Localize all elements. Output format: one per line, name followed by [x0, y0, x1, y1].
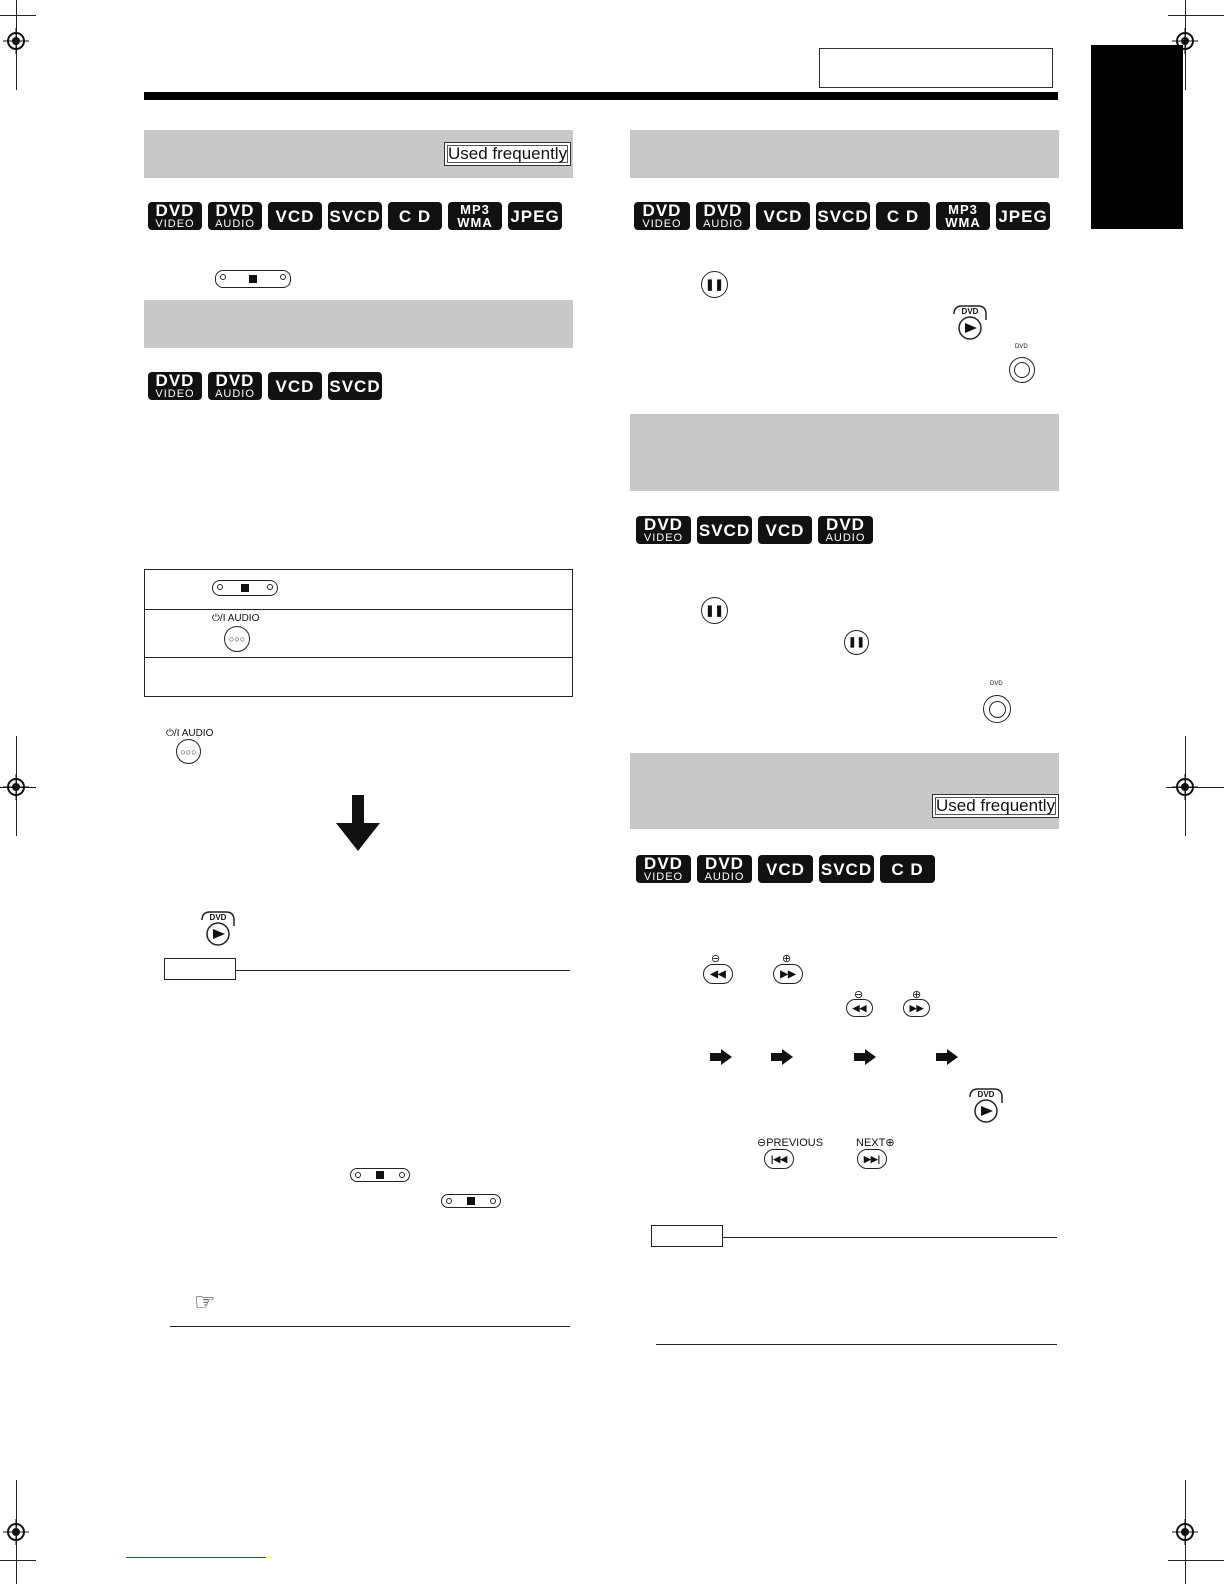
crop-mark [0, 1560, 36, 1561]
badge-dvd-video: DVD VIDEO [148, 202, 202, 230]
used-frequently-label: Used frequently [444, 142, 571, 166]
standby-audio-label: ⏻/I AUDIO [212, 613, 260, 624]
registration-mark-icon [3, 1519, 29, 1545]
dvd-power-button-icon [983, 695, 1011, 723]
section-header-resume [144, 300, 573, 348]
audio-button-icon: ○○○ [176, 739, 201, 764]
previous-button-icon: |◀◀ [764, 1149, 794, 1169]
section-header-frame-advance [630, 414, 1059, 491]
badge-vcd: VCD [758, 516, 812, 544]
badge-mp3-wma: MP3 WMA [936, 202, 990, 230]
badge-svcd: SVCD [697, 516, 752, 544]
registration-mark-icon [1172, 774, 1198, 800]
header-rule [144, 92, 1058, 100]
badge-cd: C D [880, 855, 935, 883]
reference-icon: ☞ [194, 1289, 216, 1316]
down-arrow-icon [336, 795, 380, 851]
disc-badge-row [634, 202, 1050, 230]
disc-badge-row [148, 372, 382, 400]
crop-mark [1168, 15, 1224, 16]
next-label: NEXT⊕ [856, 1137, 895, 1149]
badge-jpeg: JPEG [996, 202, 1050, 230]
note-end-rule [170, 1326, 570, 1327]
stop-button-icon [215, 270, 291, 288]
registration-mark-icon [3, 774, 29, 800]
svg-text:DVD: DVD [977, 1090, 995, 1099]
table-row [145, 658, 572, 696]
minus-label: ⊖ [854, 989, 864, 1001]
table-row [145, 610, 572, 658]
svg-text:DVD: DVD [961, 307, 979, 316]
badge-svcd: SVCD [328, 202, 382, 230]
table-row [145, 570, 572, 610]
disc-badge-row [636, 516, 873, 544]
badge-dvd-video: DVD VIDEO [636, 855, 691, 883]
next-button-icon: ▶▶| [857, 1149, 887, 1169]
badge-dvd-audio: DVD AUDIO [208, 202, 262, 230]
badge-dvd-audio: DVD AUDIO [697, 855, 752, 883]
note-rule [723, 1237, 1057, 1238]
note-rule [236, 970, 570, 971]
minus-label: ⊖ [711, 953, 721, 965]
badge-vcd: VCD [268, 202, 322, 230]
audio-button-icon: ○○○ [224, 626, 250, 652]
note-label-box [651, 1225, 723, 1247]
badge-dvd-video: DVD VIDEO [636, 516, 691, 544]
right-arrow-icon [936, 1049, 958, 1065]
rewind-button-icon: ◀◀ [846, 999, 873, 1017]
used-frequently-label: Used frequently [932, 794, 1059, 818]
badge-dvd-video: DVD VIDEO [634, 202, 690, 230]
badge-mp3-wma: MP3 WMA [448, 202, 502, 230]
badge-svcd: SVCD [328, 372, 382, 400]
badge-dvd-audio: DVD AUDIO [818, 516, 873, 544]
badge-vcd: VCD [758, 855, 813, 883]
badge-dvd-audio: DVD AUDIO [696, 202, 750, 230]
plus-label: ⊕ [782, 953, 792, 965]
dvd-play-button-icon [968, 1087, 1004, 1123]
disc-badge-row [636, 855, 935, 883]
crop-mark [1168, 1560, 1224, 1561]
plus-label: ⊕ [912, 989, 922, 1001]
badge-svcd: SVCD [819, 855, 874, 883]
badge-dvd-audio: DVD AUDIO [208, 372, 262, 400]
badge-svcd: SVCD [816, 202, 870, 230]
page-title-box [819, 48, 1053, 88]
badge-vcd: VCD [756, 202, 810, 230]
dvd-play-button-icon [952, 304, 988, 340]
dvd-small-label: DVD [1015, 344, 1028, 350]
resume-table [144, 569, 573, 697]
pause-button-icon: ❚❚ [701, 271, 728, 298]
dvd-small-label: DVD [990, 681, 1003, 687]
right-arrow-icon [710, 1049, 732, 1065]
badge-cd: C D [388, 202, 442, 230]
section-side-tab [1091, 45, 1183, 229]
fast-forward-button-icon: ▶▶ [903, 999, 930, 1017]
badge-cd: C D [876, 202, 930, 230]
registration-mark-icon [1172, 1519, 1198, 1545]
section-header-pause [630, 130, 1059, 178]
fast-forward-button-icon: ▶▶ [773, 964, 803, 984]
badge-jpeg: JPEG [508, 202, 562, 230]
pause-button-icon: ❚❚ [701, 597, 728, 624]
dvd-play-button-icon [200, 910, 236, 946]
stop-button-icon [350, 1168, 410, 1182]
right-arrow-icon [771, 1049, 793, 1065]
stop-button-icon [441, 1194, 501, 1208]
previous-label: ⊖PREVIOUS [757, 1137, 824, 1149]
crop-mark [0, 15, 36, 16]
stop-button-icon [212, 580, 278, 596]
badge-dvd-video: DVD VIDEO [148, 372, 202, 400]
note-end-rule [656, 1344, 1057, 1345]
rewind-button-icon: ◀◀ [703, 964, 733, 984]
footer-rule [126, 1557, 266, 1558]
badge-vcd: VCD [268, 372, 322, 400]
registration-mark-icon [3, 28, 29, 54]
disc-badge-row [148, 202, 562, 230]
dvd-power-button-icon [1009, 357, 1035, 383]
note-label-box [164, 958, 236, 980]
svg-text:DVD: DVD [209, 913, 227, 922]
standby-audio-label: ⏻/I AUDIO [166, 728, 214, 739]
right-arrow-icon [854, 1049, 876, 1065]
pause-button-icon: ❚❚ [844, 630, 869, 655]
